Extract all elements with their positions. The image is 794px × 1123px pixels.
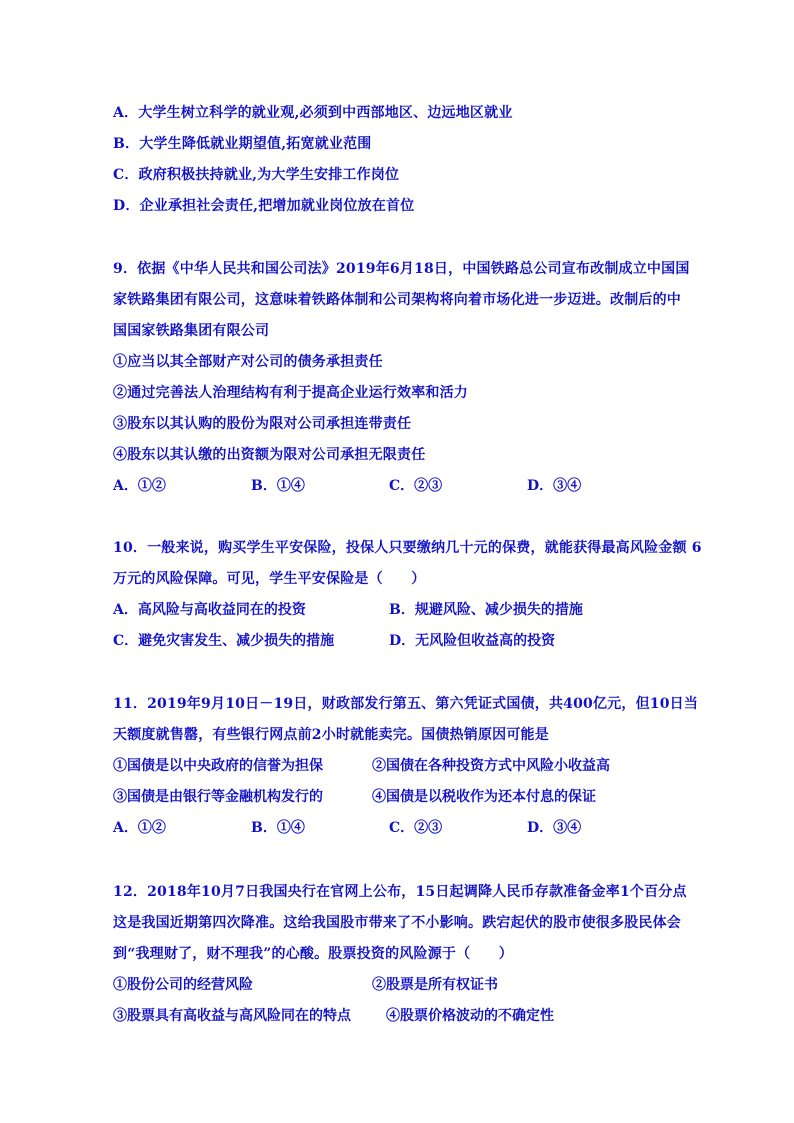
q9-stem-line-1: 9．依据《中华人民共和国公司法》2019年6月18日，中国铁路总公司宣布改制成立中国国 (113, 261, 690, 277)
q9-choice-b: B．①④ (251, 478, 305, 494)
q12-item-2: ②股票是所有权证书 (372, 977, 498, 993)
q11-choice-c: C．②③ (389, 820, 443, 836)
q8-option-c: C．政府积极扶持就业,为大学生安排工作岗位 (113, 167, 400, 183)
q12-stem-line-1: 12．2018年10月7日我国央行在官网上公布，15日起调降人民币存款准备金率1个百分点 (113, 884, 687, 900)
q11-choice-d: D．③④ (527, 820, 582, 836)
q10-stem-line-2: 万元的风险保障。可见，学生平安保险是（ ） (113, 571, 426, 587)
q9-choice-d: D．③④ (527, 478, 582, 494)
q8-option-b: B．大学生降低就业期望值,拓宽就业范围 (113, 136, 372, 152)
q11-item-2: ②国债在各种投资方式中风险小收益高 (372, 758, 610, 774)
q11-item-1: ①国债是以中央政府的信誉为担保 (113, 758, 323, 774)
q9-item-3: ③股东以其认购的股份为限对公司承担连带责任 (113, 416, 412, 432)
q8-option-a: A．大学生树立科学的就业观,必须到中西部地区、边远地区就业 (113, 105, 513, 121)
q8-option-d: D．企业承担社会责任,把增加就业岗位放在首位 (113, 198, 415, 214)
q9-stem-line-3: 国国家铁路集团有限公司 (113, 323, 270, 339)
q12-item-1: ①股份公司的经营风险 (113, 977, 253, 993)
q10-choice-a: A．高风险与高收益同在的投资 (113, 602, 306, 618)
q11-stem-line-1: 11．2019年9月10日－19日，财政部发行第五、第六凭证式国债，共400亿元，但10日当 (113, 696, 699, 712)
q10-choice-d: D．无风险但收益高的投资 (389, 633, 556, 649)
q9-item-2: ②通过完善法人治理结构有利于提高企业运行效率和活力 (113, 385, 468, 401)
q9-stem-line-2: 家铁路集团有限公司，这意味着铁路体制和公司架构将向着市场化进一步迈进。改制后的中 (113, 292, 681, 308)
q12-stem-line-2: 这是我国近期第四次降准。这给我国股市带来了不小影响。跌宕起伏的股市使很多股民体会 (113, 915, 681, 931)
q9-item-4: ④股东以其认缴的出资额为限对公司承担无限责任 (113, 447, 426, 463)
q10-choice-b: B．规避风险、减少损失的措施 (389, 602, 583, 618)
q11-choice-a: A．①② (113, 820, 166, 836)
q11-choice-b: B．①④ (251, 820, 305, 836)
q12-stem-line-3: 到“我理财了，财不理我”的心酸。股票投资的风险源于（ ） (113, 946, 513, 962)
q12-item-4: ④股票价格波动的不确定性 (386, 1008, 554, 1024)
q12-item-3: ③股票具有高收益与高风险同在的特点 (113, 1008, 351, 1024)
q11-stem-line-2: 天额度就售罄，有些银行网点前2小时就能卖完。国债热销原因可能是 (113, 727, 549, 743)
q10-stem-line-1: 10．一般来说，购买学生平安保险，投保人只要缴纳几十元的保费，就能获得最高风险金额 6 (113, 540, 702, 556)
q9-item-1: ①应当以其全部财产对公司的债务承担责任 (113, 354, 383, 370)
q10-choice-c: C．避免灾害发生、减少损失的措施 (113, 633, 335, 649)
q9-choice-a: A．①② (113, 478, 166, 494)
q9-choice-c: C．②③ (389, 478, 443, 494)
q11-item-3: ③国债是由银行等金融机构发行的 (113, 789, 323, 805)
q11-item-4: ④国债是以税收作为还本付息的保证 (372, 789, 596, 805)
